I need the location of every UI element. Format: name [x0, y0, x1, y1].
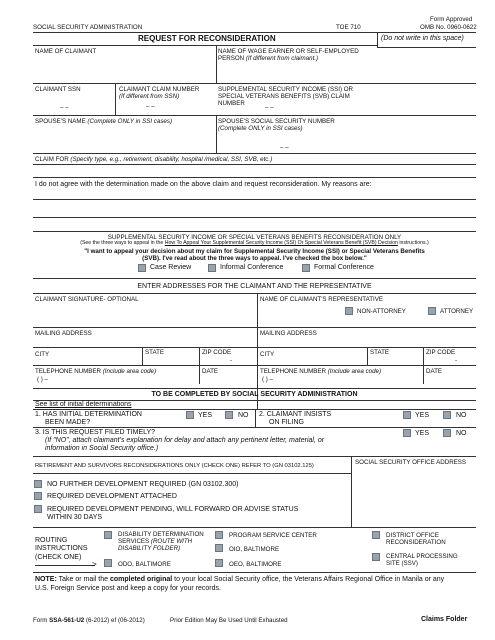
- psc-checkbox[interactable]: [215, 531, 223, 539]
- no-further-development-checkbox[interactable]: [34, 480, 42, 488]
- spouse-name-note: (Complete ONLY in SSI cases): [87, 118, 173, 125]
- q1-label-2: BEEN MADE?: [45, 419, 91, 426]
- note-line-1: [35, 576, 444, 584]
- claimant-ssn-label: CLAIMANT SSN: [35, 86, 81, 93]
- rep-city-label: CITY: [260, 351, 275, 358]
- development-pending-label-2: WITHIN 30 DAYS: [47, 514, 103, 521]
- ssi-section-heading: SUPPLEMENTAL SECURITY INCOME OR SPECIAL VETERANS BENEFITS RECONSIDERATION ONLY: [107, 234, 402, 241]
- note-line-2: U.S. Foreign Service post and keep a copy for your records.: [35, 585, 221, 592]
- odo-label: ODO, BALTIMORE: [118, 561, 171, 568]
- phone-mask[interactable]: ( ) –: [37, 376, 49, 383]
- disagree-statement: I do not agree with the determination made on the above claim and request reconsideration. My reasons are:: [35, 181, 372, 188]
- wage-earner-label-2: PERSON: [218, 55, 246, 62]
- q2-no-checkbox[interactable]: [443, 411, 451, 419]
- claimant-name-field[interactable]: [33, 56, 213, 80]
- phone-label: TELEPHONE NUMBER: [35, 368, 103, 375]
- cps-label-2: SITE (SSV): [386, 560, 418, 567]
- appeal-statement-2: (SVB). I've read about the three ways to appeal. I've checked the box below.": [142, 255, 367, 262]
- development-attached-checkbox[interactable]: [34, 492, 42, 500]
- q1-label: 1. HAS INITIAL DETERMINATION: [35, 411, 142, 418]
- attorney-checkbox[interactable]: [428, 307, 436, 315]
- q3-note-2: information in Social Security office.): [45, 445, 159, 452]
- q1-yes-label: YES: [198, 412, 213, 419]
- form-approved: Form Approved: [430, 16, 473, 23]
- claim-for-label: CLAIM FOR: [35, 156, 71, 163]
- dds-label: DISABILITY DETERMINATION: [118, 531, 204, 538]
- note-bold-2: completed original: [109, 576, 173, 583]
- non-attorney-checkbox[interactable]: [345, 307, 353, 315]
- district-office-label: DISTRICT OFFICE: [386, 532, 439, 539]
- toe-code: TOE 710: [336, 24, 361, 31]
- informal-conference-checkbox[interactable]: [208, 264, 216, 272]
- claim-dashes[interactable]: – –: [146, 103, 155, 110]
- ssi-sub-post: instructions.): [397, 240, 429, 246]
- addresses-heading: ENTER ADDRESSES FOR THE CLAIMANT AND THE REPRESENTATIVE: [137, 283, 372, 290]
- spouse-ssn-note: (Complete ONLY in SSI cases): [218, 125, 303, 132]
- spouse-dashes[interactable]: – –: [280, 144, 289, 151]
- office-use-box: [377, 32, 476, 48]
- q3-no-label: NO: [456, 430, 467, 437]
- ssi-claim-label: SUPPLEMENTAL SECURITY INCOME (SSI) OR: [218, 86, 353, 93]
- q2-label: 2. CLAIMANT INSISTS: [259, 411, 332, 418]
- development-pending-label: REQUIRED DEVELOPMENT PENDING, WILL FORWARD OR ADVISE STATUS: [47, 506, 299, 513]
- initial-determinations-link[interactable]: See list of initial determinations: [35, 401, 132, 408]
- spouse-ssn-label: SPOUSE'S SOCIAL SECURITY NUMBER: [218, 118, 335, 125]
- city-label: CITY: [35, 351, 50, 358]
- do-not-write-note: (Do not write in this space): [381, 35, 464, 42]
- q2-yes-label: YES: [415, 412, 430, 419]
- q3-label: 3. IS THIS REQUEST FILED TIMELY?: [35, 429, 156, 436]
- q3-yes-label: YES: [415, 430, 430, 437]
- date-label: DATE: [202, 368, 219, 375]
- formal-conference-label: Formal Conference: [314, 264, 374, 271]
- routing-label-2: INSTRUCTIONS: [35, 545, 88, 552]
- claim-for-note: (Specify type, e.g., retirement, disability, hospital /medical, SSI, SVB, etc.): [70, 156, 273, 163]
- wage-earner-note: (If different from claimant.): [245, 55, 319, 62]
- q1-yes-checkbox[interactable]: [186, 411, 194, 419]
- oio-checkbox[interactable]: [215, 544, 223, 552]
- office-address-field[interactable]: [352, 467, 476, 525]
- rep-date-label: DATE: [426, 368, 443, 375]
- form-id: SSA-561-U2: [49, 617, 85, 624]
- psc-label: PROGRAM SERVICE CENTER: [229, 532, 317, 539]
- oeo-label: OEO, BALTIMORE: [229, 561, 282, 568]
- rep-phone-mask[interactable]: ( ) –: [262, 376, 274, 383]
- q3-no-checkbox[interactable]: [443, 429, 451, 437]
- ssi-claim-label-3: NUMBER: [218, 100, 245, 107]
- claims-folder-label: Claims Folder: [421, 616, 468, 623]
- non-attorney-label: NON-ATTORNEY: [357, 308, 406, 315]
- informal-conference-label: Informal Conference: [220, 264, 284, 271]
- dds-checkbox[interactable]: [104, 531, 112, 539]
- prior-edition-note: Prior Edition May Be Used Until Exhausted: [170, 617, 288, 624]
- ssn-dashes[interactable]: – –: [60, 104, 69, 111]
- ssi-claim-label-2: SPECIAL VETERANS BENEFITS (SVB) CLAIM: [218, 93, 350, 100]
- zip-dash[interactable]: -: [230, 357, 233, 364]
- agency-name: SOCIAL SECURITY ADMINISTRATION: [33, 24, 143, 31]
- formal-conference-checkbox[interactable]: [302, 264, 310, 272]
- district-office-label-2: RECONSIDERATION: [386, 539, 446, 546]
- rep-mailing-address-label: MAILING ADDRESS: [260, 330, 317, 337]
- note-text-2: to your local Social Security office, the Veterans Affairs Regional Office in Manila or any: [172, 576, 445, 583]
- office-address-label: SOCIAL SECURITY OFFICE ADDRESS: [355, 459, 467, 466]
- omb-number: OMB No. 0960-0622: [420, 24, 477, 31]
- attorney-label: ATTORNEY: [440, 308, 474, 315]
- form-title: REQUEST FOR RECONSIDERATION: [138, 34, 276, 43]
- claimant-signature-field[interactable]: [33, 303, 255, 325]
- routing-label-3: (CHECK ONE): [35, 554, 82, 561]
- no-further-development-label: NO FURTHER DEVELOPMENT REQUIRED (GN 03102.300): [47, 481, 239, 488]
- q2-yes-checkbox[interactable]: [403, 411, 411, 419]
- reasons-field[interactable]: [33, 190, 476, 230]
- spouse-name-label: SPOUSE'S NAME: [35, 118, 88, 125]
- mailing-address-label: MAILING ADDRESS: [35, 330, 92, 337]
- rsi-heading: RETIREMENT AND SURVIVORS RECONSIDERATIONS ONLY (CHECK ONE) REFER TO (GN 03102.125): [35, 463, 314, 469]
- arrow-right-icon: >: [92, 560, 97, 569]
- case-review-label: Case Review: [150, 264, 192, 271]
- rep-zip-dash[interactable]: -: [455, 357, 458, 364]
- footer-form-pre: Form: [33, 617, 50, 624]
- appeal-instructions-link[interactable]: How To Appeal Your Supplemental Security Income (SSI) Or Special Veterans Benefit (SVB) Decision: [164, 240, 398, 246]
- oio-label: OIO, BALTIMORE: [229, 546, 280, 553]
- case-review-checkbox[interactable]: [138, 264, 146, 272]
- claimant-name-label: NAME OF CLAIMANT: [35, 48, 97, 55]
- ssi-sub-pre: (See the three ways to appeal in the: [80, 240, 165, 246]
- q1-no-checkbox[interactable]: [225, 411, 233, 419]
- cps-checkbox[interactable]: [372, 553, 380, 561]
- rep-phone-note: (Include area code): [327, 368, 382, 375]
- q2-label-2: ON FILING: [269, 419, 305, 426]
- ssi-dashes[interactable]: – –: [265, 104, 274, 111]
- rep-name-label: NAME OF CLAIMANT'S REPRESENTATIVE: [260, 296, 383, 303]
- development-attached-label: REQUIRED DEVELOPMENT ATTACHED: [47, 493, 177, 500]
- routing-label: ROUTING: [35, 537, 68, 544]
- dds-note-2: DISABILITY FOLDER): [118, 545, 181, 552]
- appeal-statement: "I want to appeal your decision about my claim for Supplemental Security Income (SSI) or Special Veterans Benefits: [84, 248, 425, 255]
- odo-checkbox[interactable]: [104, 559, 112, 567]
- zip-label: ZIP CODE: [202, 349, 232, 356]
- rep-zip-label: ZIP CODE: [426, 349, 456, 356]
- note-text-1: Take or mail the: [56, 576, 110, 583]
- q2-no-label: NO: [456, 412, 467, 419]
- claim-number-note: (If different from SSN): [119, 93, 180, 100]
- wage-earner-label: NAME OF WAGE EARNER OR SELF-EMPLOYED: [218, 48, 359, 55]
- district-office-checkbox[interactable]: [372, 531, 380, 539]
- claimant-signature-label: CLAIMANT SIGNATURE- OPTIONAL: [35, 296, 139, 303]
- cps-label: CENTRAL PROCESSING: [386, 553, 458, 560]
- note-bold: NOTE:: [35, 576, 57, 583]
- state-label: STATE: [145, 349, 165, 356]
- rep-state-label: STATE: [370, 349, 390, 356]
- q3-yes-checkbox[interactable]: [403, 429, 411, 437]
- q1-no-label: NO: [238, 412, 249, 419]
- oeo-checkbox[interactable]: [215, 559, 223, 567]
- rep-phone-label: TELEPHONE NUMBER: [260, 368, 328, 375]
- dds-label-2: SERVICES: [118, 538, 151, 545]
- ssa-section-heading: TO BE COMPLETED BY SOCIAL SECURITY ADMINISTRATION: [151, 391, 358, 398]
- phone-note: (Include area code): [102, 368, 157, 375]
- footer-form-post: (6-2012) ef (06-2012): [84, 617, 145, 624]
- q3-note: (If "NO", attach claimant's explanation for delay and attach any pertinent letter, material, or: [45, 437, 325, 444]
- claim-number-label: CLAIMANT CLAIM NUMBER: [119, 86, 200, 93]
- dds-note: (ROUTE WITH: [150, 538, 193, 545]
- development-pending-checkbox[interactable]: [34, 505, 42, 513]
